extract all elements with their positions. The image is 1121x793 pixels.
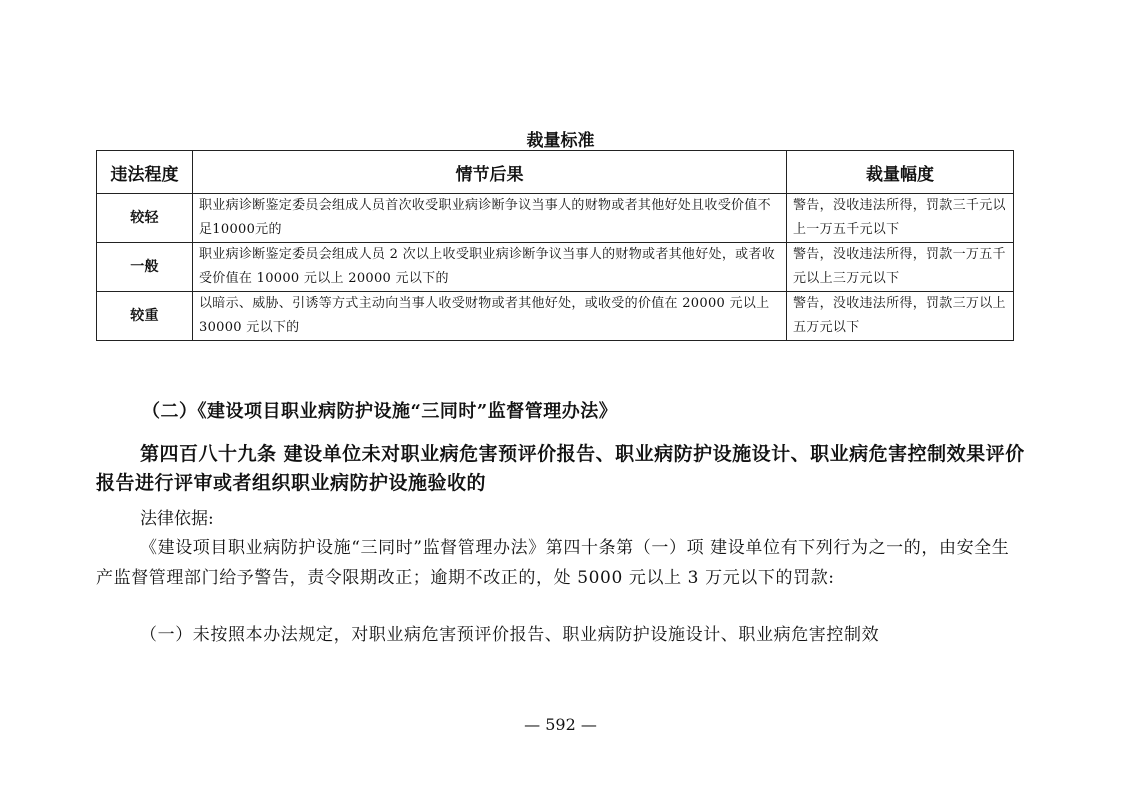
legal-basis-label: 法律依据: bbox=[140, 509, 214, 529]
section-heading: （二）《建设项目职业病防护设施“三同时”监督管理办法》 bbox=[142, 401, 618, 422]
row-level: 较轻 bbox=[97, 194, 193, 243]
row-circumstance: 职业病诊断鉴定委员会组成人员首次收受职业病诊断争议当事人的财物或者其他好处且收受价值不足10000元的 bbox=[193, 194, 787, 243]
row-circumstance: 职业病诊断鉴定委员会组成人员 2 次以上收受职业病诊断争议当事人的财物或者其他好处，或者收受价值在 10000 元以上 20000 元以下的 bbox=[193, 243, 787, 292]
table-row bbox=[97, 292, 1014, 341]
item-1-text: （一）未按照本办法规定，对职业病危害预评价报告、职业病防护设施设计、职业病危害控制效 bbox=[140, 625, 880, 645]
header-circumstances: 情节后果 bbox=[193, 151, 787, 194]
row-level: 一般 bbox=[97, 243, 193, 292]
header-violation-degree: 违法程度 bbox=[97, 151, 193, 194]
table-row bbox=[97, 243, 1014, 292]
legal-basis-text: 《建设项目职业病防护设施“三同时”监督管理办法》第四十条第（一）项 建设单位有下列行为之一的，由安全生产监督管理部门给予警告，责令限期改正；逾期不改正的，处 5000 元以上 3 万元以下的罚款: bbox=[96, 538, 1010, 588]
header-penalty-range: 裁量幅度 bbox=[787, 151, 1014, 194]
table-title: 裁量标准 bbox=[526, 131, 595, 151]
row-penalty: 警告，没收违法所得，罚款三万以上五万元以下 bbox=[787, 292, 1014, 341]
page-number: — 592 — bbox=[524, 715, 597, 734]
table-row bbox=[97, 194, 1014, 243]
row-penalty: 警告，没收违法所得，罚款三千元以上一万五千元以下 bbox=[787, 194, 1014, 243]
discretion-standard-table bbox=[96, 150, 1014, 341]
row-penalty: 警告，没收违法所得，罚款一万五千元以上三万元以下 bbox=[787, 243, 1014, 292]
row-circumstance: 以暗示、威胁、引诱等方式主动向当事人收受财物或者其他好处，或收受的价值在 20000 元以上 30000 元以下的 bbox=[193, 292, 787, 341]
table-header-row bbox=[97, 151, 1014, 194]
row-level: 较重 bbox=[97, 292, 193, 341]
article-title: 第四百八十九条 建设单位未对职业病危害预评价报告、职业病防护设施设计、职业病危害控制效果评价报告进行评审或者组织职业病防护设施验收的 bbox=[96, 443, 1025, 494]
